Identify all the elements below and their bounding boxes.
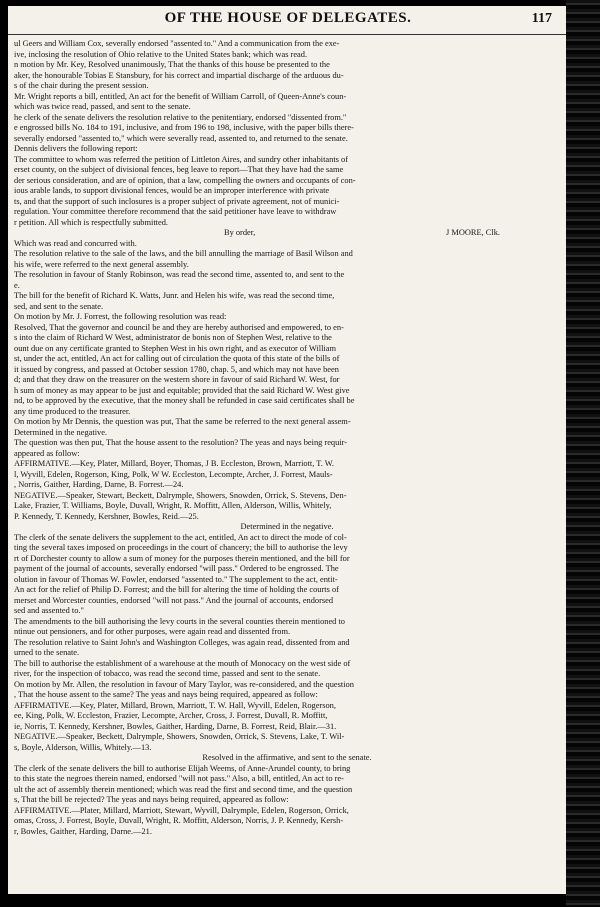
text-line: AFFIRMATIVE.—Key, Plater, Millard, Brown, Marriott, T. W. Hall, Wyvill, Edelen, Rogerson, <box>14 700 336 710</box>
text-line: On motion by Mr. J. Forrest, the following resolution was read: <box>14 312 227 321</box>
text-line: The amendments to the bill authorising the levy courts in the several counties therein mentioned to <box>14 616 345 626</box>
text-line: AFFIRMATIVE.—Plater, Millard, Marriott, Stewart, Wyvill, Dalrymple, Edelen, Rogerson, Orrick, <box>14 805 349 815</box>
text-line: ount due on any certificate granted to Stephen West in his own right, and as executor of William <box>14 343 336 353</box>
scan-edge <box>566 0 600 907</box>
text-line: , Norris, Gaither, Harding, Darne, B. Forrest.—24. <box>14 480 184 489</box>
text-line: NEGATIVE.—Speaker, Beckett, Dalrymple, Showers, Snowden, Orrick, S. Stevens, Lake, T. Wil- <box>14 732 345 741</box>
text-line: The bill for the benefit of Richard K. Watts, Junr. and Helen his wife, was read the second time, <box>14 291 335 300</box>
text-line: ting the several taxes imposed on proceedings in the court of chancery; the bill to authorise the levy <box>14 543 348 552</box>
text-line: , That the house assent to the same? The yeas and nays being required, appeared as follow: <box>14 690 318 699</box>
text-line: P. Kennedy, T. Kennedy, Kershner, Bowles, Reid.—25. <box>14 511 199 521</box>
text-line: The resolution in favour of Stanly Robinson, was read the second time, assented to, and sent to the <box>14 270 345 279</box>
text-line: The bill to authorise the establishment of a warehouse at the mouth of Monocacy on the west side of <box>14 658 351 668</box>
text-line: payment of the journal of accounts, severally endorsed "will pass." Ordered to be engrossed. The <box>14 564 339 573</box>
text-line: The resolution relative to the sale of the laws, and the bill annulling the marriage of Basil Wilson and <box>14 249 353 258</box>
text-line: Resolved, That the governor and council be and they are hereby authorised and empowered, to en- <box>14 322 344 332</box>
text-line: merset and Worcester counties, endorsed "will not pass." And the journal of accounts, endorsed <box>14 595 334 605</box>
text-line: severally endorsed "assented to," which were severally read, assented to, and returned to the senate. <box>14 133 348 143</box>
text-line: river, for the inspection of tobacco, was read the second time, passed and sent to the senate. <box>14 669 321 678</box>
text-line: AFFIRMATIVE.—Key, Plater, Millard, Boyer, Thomas, J B. Eccleston, Brown, Marriott, T. W. <box>14 459 335 468</box>
text-line: The committee to whom was referred the petition of Littleton Aires, and sundry other inhabitants of <box>14 154 348 164</box>
document-body <box>8 35 568 837</box>
text-line: Which was read and concurred with. <box>14 238 137 248</box>
text-line: it issued by congress, and passed at October session 1780, chap. 5, and which may not have been <box>14 364 339 374</box>
text-line: n motion by Mr. Key, Resolved unanimously, That the thanks of this house be presented to the <box>14 60 330 69</box>
text-line: which was twice read, passed, and sent to the senate. <box>14 102 191 111</box>
text-line: NEGATIVE.—Speaker, Stewart, Beckett, Dalrymple, Showers, Snowden, Orrick, S. Stevens, Den- <box>14 490 347 500</box>
text-line: ul Geers and William Cox, severally endorsed "assented to." And a communication from the exe- <box>14 39 340 48</box>
text-line: der serious consideration, and are of opinion, that a law, compelling the owners and occupants of con- <box>14 175 356 185</box>
text-line: ive, inclosing the resolution of Ohio relative to the United States bank; which was read. <box>14 49 308 59</box>
text-line: Determined in the negative. <box>14 427 108 437</box>
text-line: An act for the relief of Philip D. Forrest; and the bill for altering the time of holding the courts of <box>14 585 339 594</box>
signature-line <box>14 228 560 239</box>
by-order-text: By order, <box>224 228 256 237</box>
text-line: his wife, were referred to the next general assembly. <box>14 259 189 269</box>
page-number: 117 <box>531 11 552 26</box>
text-line: he clerk of the senate delivers the resolution relative to the penitentiary, endorsed "dissented from." <box>14 112 347 122</box>
text-line: sed and assented to." <box>14 606 84 615</box>
text-line: ious arable lands, to support divisional fences, would be an improper interference with private <box>14 186 330 195</box>
text-line: e engrossed bills No. 184 to 191, inclusive, and from 196 to 198, inclusive, with the paper bills there- <box>14 123 354 132</box>
text-line: regulation. Your committee therefore recommend that the said petitioner have leave to withdraw <box>14 207 337 216</box>
text-line: e. <box>14 280 20 290</box>
text-line: aker, the honourable Tobias E Stansbury, for his correct and impartial discharge of the arduous du- <box>14 70 344 80</box>
text-line: st, under the act, entitled, An act for calling out of circulation the quota of this state of the bills of <box>14 354 340 363</box>
text-line: The clerk of the senate delivers the supplement to the act, entitled, An act to direct the mode of col- <box>14 532 347 542</box>
page-header <box>8 6 568 35</box>
document-page <box>8 6 568 894</box>
text-line: s of the chair during the present session. <box>14 81 149 90</box>
text-line: Dennis delivers the following report: <box>14 144 138 153</box>
text-line: ts, and that the support of such inclosures is a proper subject of private agreement, not of munici- <box>14 196 340 206</box>
text-line: ntinue out pensioners, and for other purposes, were again read and dissented from. <box>14 627 291 636</box>
text-line: urned to the senate. <box>14 648 80 657</box>
text-line: The resolution relative to Saint John's and Washington Colleges, was again read, dissented from and <box>14 637 350 647</box>
text-line: On motion by Mr. Allen, the resolution in favour of Mary Taylor, was re-considered, and the question <box>14 679 354 689</box>
running-head: OF THE HOUSE OF DELEGATES. <box>164 10 412 26</box>
text-line: any time produced to the treasurer. <box>14 406 131 416</box>
text-line: s, That the bill be rejected? The yeas and nays being required, appeared as follow: <box>14 795 289 804</box>
text-line: sed, and sent to the senate. <box>14 301 104 311</box>
text-line: s, Boyle, Alderson, Willis, Whitely.—13. <box>14 742 152 752</box>
text-line: ie, Norris, T. Kennedy, Kershner, Bowles, Gaither, Harding, Darne, B. Forrest, Reid, Blair.—31. <box>14 721 337 731</box>
text-line: Lake, Frazier, T. Williams, Boyle, Duvall, Wright, R. Moffitt, Allen, Alderson, Willis, Whitely, <box>14 501 332 510</box>
text-line: r, Bowles, Gaither, Harding, Darne.—21. <box>14 826 152 836</box>
text-line: Resolved in the affirmative, and sent to the senate. <box>202 753 372 762</box>
text-line: Mr. Wright reports a bill, entitled, An act for the benefit of William Carroll, of Queen-Anne's coun- <box>14 91 347 101</box>
text-line: erset county, on the subject of divisional fences, beg leave to report—That they have had the same <box>14 165 344 174</box>
clerk-signature: J MOORE, Clk. <box>446 228 500 237</box>
text-line: d; and that they draw on the treasurer on the western shore in favour of said Richard W. West, for <box>14 375 340 384</box>
text-line: On motion by Mr Dennis, the question was put, That the same be referred to the next general assem- <box>14 417 351 426</box>
text-line: ee, King, Polk, W. Eccleston, Frazier, Lecompte, Archer, Cross, J. Forrest, Duvall, R. Moffitt, <box>14 711 328 720</box>
text-line: l, Wyvill, Edelen, Rogerson, King, Polk, W W. Eccleston, Lecompte, Archer, J. Forrest, Mauls- <box>14 469 333 479</box>
text-line: Determined in the negative. <box>240 522 334 531</box>
text-line: ult the act of assembly therein mentioned; which was read the first and second time, and the question <box>14 784 353 794</box>
text-line: to this state the negroes therein named, endorsed "will not pass." Also, a bill, entitled, An act to re- <box>14 774 344 783</box>
text-line: h sum of money as may appear to be just and equitable; provided that the said Richard W. West give <box>14 385 350 395</box>
text-line: omas, Cross, J. Forrest, Boyle, Duvall, Wright, R. Moffitt, Alderson, Norris, J. P. Kennedy, Kersh- <box>14 816 344 825</box>
text-line: olution in favour of Thomas W. Fowler, endorsed "assented to." The supplement to the act, entit- <box>14 574 338 584</box>
text-line: s into the claim of Richard W West, administrator de bonis non of Stephen West, relative to the <box>14 333 332 342</box>
text-line: The clerk of the senate delivers the bill to authorise Elijah Weems, of Anne-Arundel county, to bring <box>14 763 351 773</box>
text-line: rt of Dorchester county to allow a sum of money for the purposes therein mentioned, and the bill for <box>14 553 350 563</box>
text-line: r petition. All which is respectfully submitted. <box>14 217 168 227</box>
text-line: The question was then put, That the house assent to the resolution? The yeas and nays being requir- <box>14 438 348 447</box>
text-line: nd, to be approved by the executive, that the money shall be refunded in case said certificates shall be <box>14 396 355 405</box>
text-line: appeared as follow: <box>14 448 80 458</box>
